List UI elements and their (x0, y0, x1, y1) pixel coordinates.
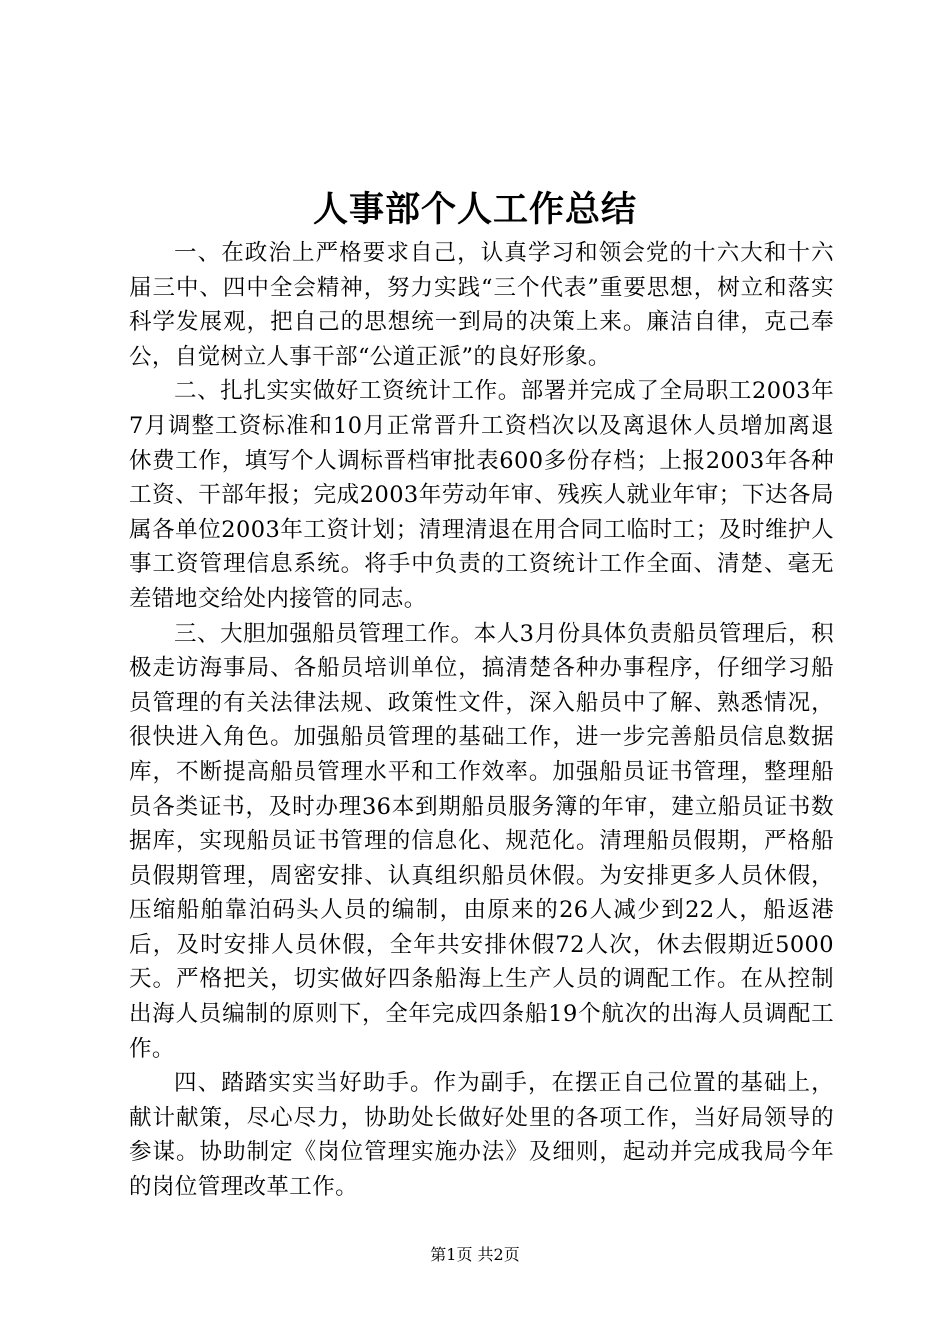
paragraph-4: 四、踏踏实实当好助手。作为副手，在摆正自己位置的基础上，献计献策，尽心尽力，协助处长做好处里的各项工作，当好局领导的参谋。协助制定《岗位管理实施办法》及细则，起动并完成我局今年的岗位管理改革工作。 (129, 1070, 834, 1201)
paragraph-2: 二、扎扎实实做好工资统计工作。部署并完成了全局职工2003年7月调整工资标准和10月正常晋升工资档次以及离退休人员增加离退休费工作，填写个人调标晋档审批表600多份存档；上报2003年各种工资、干部年报；完成2003年劳动年审、残疾人就业年审；下达各局属各单位2003年工资计划；清理清退在用合同工临时工；及时维护人事工资管理信息系统。将手中负责的工资统计工作全面、清楚、毫无差错地交给处内接管的同志。 (129, 378, 834, 612)
paragraph-3: 三、大胆加强船员管理工作。本人3月份具体负责船员管理后，积极走访海事局、各船员培训单位，搞清楚各种办事程序，仔细学习船员管理的有关法律法规、政策性文件，深入船员中了解、熟悉情况，很快进入角色。加强船员管理的基础工作，进一步完善船员信息数据库，不断提高船员管理水平和工作效率。加强船员证书管理，整理船员各类证书，及时办理36本到期船员服务簿的年审，建立船员证书数据库，实现船员证书管理的信息化、规范化。清理船员假期，严格船员假期管理，周密安排、认真组织船员休假。为安排更多人员休假，压缩船舶靠泊码头人员的编制，由原来的26人减少到22人，船返港后，及时安排人员休假，全年共安排休假72人次，休去假期近5000天。严格把关，切实做好四条船海上生产人员的调配工作。在从控制出海人员编制的原则下，全年完成四条船19个航次的出海人员调配工作。 (129, 620, 834, 1062)
page-number-footer: 第1页 共2页 (430, 1245, 520, 1264)
document-body (129, 236, 834, 1205)
paragraph-1: 一、在政治上严格要求自己，认真学习和领会党的十六大和十六届三中、四中全会精神，努力实践“三个代表”重要思想，树立和落实科学发展观，把自己的思想统一到局的决策上来。廉洁自律，克己奉公，自觉树立人事干部“公道正派”的良好形象。 (129, 240, 834, 370)
document-title: 人事部个人工作总结 (312, 189, 637, 230)
